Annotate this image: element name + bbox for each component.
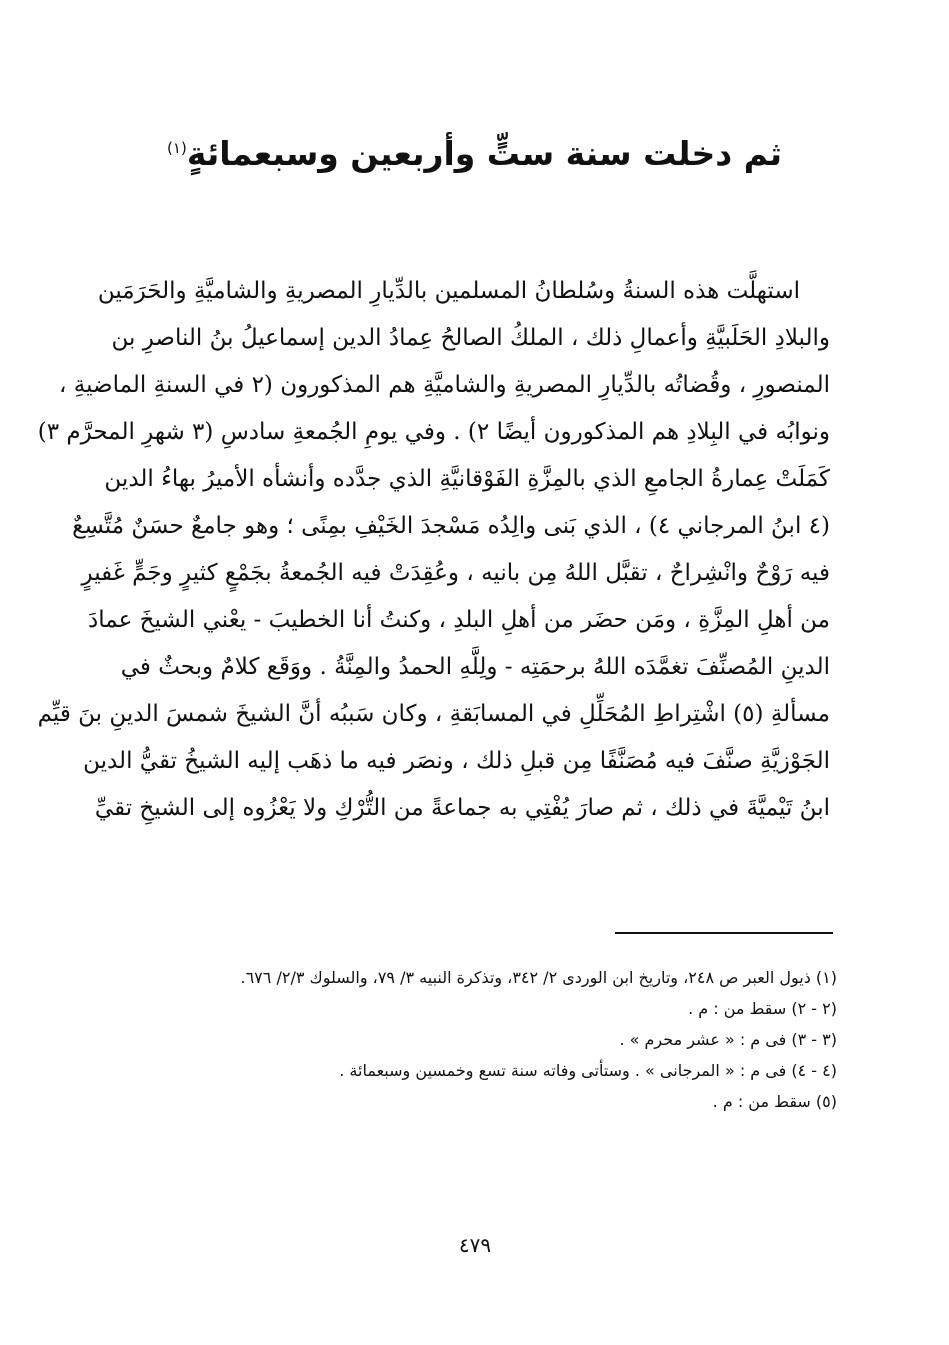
text-line: الجَوْزيَّةِ صنَّفَ فيه مُصَنَّفًا مِن قبلِ ذلك ، ونصَر فيه ما ذهَب إليه الشيخُ تقيُّ الدين [83,748,830,774]
footnote: (١) ذيول العبر ص ٢٤٨، وتاريخ ابن الوردى ٢/ ٣٤٢، وتذكرة النبيه ٣/ ٧٩، والسلوك ٢/٣/ ٦٧٦. [240,968,837,987]
chapter-title-text: ثم دخلت سنة ستٍّ وأربعين وسبعمائةٍ [186,134,782,173]
text-line: ونوابُه في البِلادِ هم المذكورون أيضًا ٢) . وفي يومِ الجُمعةِ سادسِ (٣ شهرِ المحرَّم ٣) [37,419,830,445]
text-line: من أهلِ المِزَّةِ ، ومَن حضَر من أهلِ البلدِ ، وكنتُ أنا الخطيبَ - يعْني الشيخَ عمادَ [88,607,830,633]
text-line: استهلَّت هذه السنةُ وسُلطانُ المسلمين بالدِّيارِ المصريةِ والشاميَّةِ والحَرَمَين [97,278,800,304]
footnote: (٣ - ٣) فى م : « عشر محرم » . [619,1030,837,1049]
footnote: (٢ - ٢) سقط من : م . [688,999,837,1018]
text-line: والبلادِ الحَلَبيَّةِ وأعمالِ ذلك ، الملكُ الصالحُ عِمادُ الدين إسماعيلُ بنُ الناصرِ بن [111,325,830,351]
text-line: فيه رَوْحٌ وانْشِراحٌ ، تقبَّل اللهُ مِن بانيه ، وعُقِدَتْ فيه الجُمعةُ بجَمْعٍ كثيرٍ وجَمٍّ غَفيرٍ [81,560,830,586]
text-line: ابنُ تَيْميَّةَ في ذلك ، ثم صارَ يُفْتِي به جماعةً من التُّرْكِ ولا يَعْزُوه إلى الشيخِ تقيِّ [94,795,830,821]
text-line: (٤ ابنُ المرجاني ٤) ، الذي بَنى والِدُه مَسْجدَ الخَيْفِ بمِنًى ؛ وهو جامعٌ حسَنٌ مُتَّسِعٌ [72,513,830,539]
text-line: المنصورِ ، وقُضاتُه بالدِّيارِ المصريةِ والشاميَّةِ هم المذكورون (٢ في السنةِ الماضيةِ ، [59,372,830,398]
text-line: الدينِ المُصنِّفَ تغمَّدَه اللهُ برحمَتِه - ولِلَّهِ الحمدُ والمِنَّةُ . ووَقَع كلامٌ وبحثٌ في [120,654,830,680]
main-text [37,268,830,832]
text-line: كَمَلَتْ عِمارةُ الجامعِ الذي بالمِزَّةِ الفَوْقانيَّةِ الذي جدَّده وأنشأه الأميرُ بهاءُ الدين [104,466,830,492]
footnote-separator [615,932,833,934]
title-footnote-marker: (١) [167,139,187,157]
footnote: (٤ - ٤) فى م : « المرجانى » . وستأتى وفاته سنة تسع وخمسين وسبعمائة . [339,1061,837,1080]
chapter-title [120,118,829,184]
footnote: (٥) سقط من : م . [712,1092,837,1111]
text-line: مسألةِ (٥) اشْتِراطِ المُحَلِّلِ في المسابَقةِ ، وكان سَببُه أنَّ الشيخَ شمسَ الدينِ بنَ قيِّم [37,701,830,727]
footnotes [120,962,837,1117]
page-number: ٤٧٩ [458,1233,492,1257]
